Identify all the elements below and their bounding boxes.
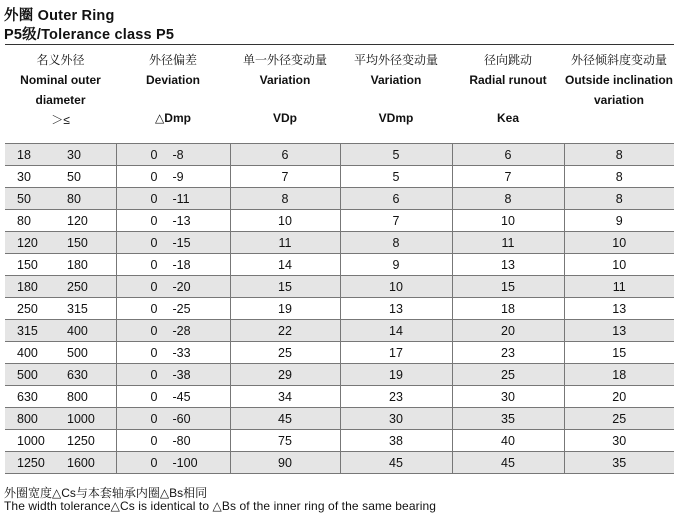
diameter-incl: 120 [67, 213, 88, 228]
inclination-cell: 35 [564, 452, 674, 474]
vdmp-cell: 13 [340, 298, 452, 320]
deviation-upper: 0 [150, 433, 158, 448]
deviation-upper: 0 [150, 235, 158, 250]
vdp-cell: 15 [230, 276, 340, 298]
vdmp-cell: 23 [340, 386, 452, 408]
deviation-upper: 0 [150, 213, 158, 228]
header-radial-runout-en: Radial runout [469, 73, 547, 87]
diameter-over: 1250 [17, 455, 45, 470]
table-row [5, 166, 674, 188]
diameter-over: 400 [17, 345, 38, 360]
deviation-lower: -38 [172, 367, 191, 382]
header-vdp-symbol: VDp [273, 111, 297, 125]
deviation-upper: 0 [150, 279, 158, 294]
inclination-cell: 8 [564, 144, 674, 166]
inclination-cell: 8 [564, 188, 674, 210]
inclination-cell: 11 [564, 276, 674, 298]
vdmp-cell: 8 [340, 232, 452, 254]
nominal-diameter-cell [5, 144, 116, 166]
nominal-diameter-cell [5, 452, 116, 474]
header-single-variation-cn: 单一外径变动量 [242, 53, 327, 67]
deviation-cell [116, 430, 230, 452]
title-outer-ring: 外圈 Outer Ring [4, 8, 115, 24]
deviation-upper: 0 [150, 147, 158, 162]
header-inclination-en1: Outside inclination [564, 73, 673, 87]
vdp-cell: 75 [230, 430, 340, 452]
vdmp-cell: 45 [340, 452, 452, 474]
vdp-cell: 19 [230, 298, 340, 320]
nominal-diameter-cell [5, 320, 116, 342]
header-radial-runout [452, 50, 564, 90]
deviation-upper: 0 [150, 191, 158, 206]
inclination-cell: 10 [564, 254, 674, 276]
deviation-cell [116, 408, 230, 430]
nominal-diameter-cell [5, 166, 116, 188]
kea-cell: 40 [452, 430, 564, 452]
deviation-lower: -15 [172, 235, 191, 250]
header-single-variation-en: Variation [259, 73, 311, 87]
table-row [5, 364, 674, 386]
deviation-cell [116, 298, 230, 320]
diameter-incl: 150 [67, 235, 88, 250]
kea-cell: 20 [452, 320, 564, 342]
deviation-lower: -13 [172, 213, 191, 228]
deviation-lower: -80 [172, 433, 191, 448]
deviation-upper: 0 [150, 257, 158, 272]
header-divider [5, 44, 674, 45]
vdp-cell: 34 [230, 386, 340, 408]
deviation-upper: 0 [150, 367, 158, 382]
deviation-lower: -100 [172, 455, 198, 470]
inclination-cell: 13 [564, 320, 674, 342]
nominal-diameter-cell [5, 298, 116, 320]
header-nominal-diameter [5, 50, 116, 130]
header-mean-variation-cn: 平均外径变动量 [353, 53, 438, 67]
diameter-incl: 180 [67, 257, 88, 272]
header-mean-variation [340, 50, 452, 90]
inclination-cell: 20 [564, 386, 674, 408]
vdp-cell: 8 [230, 188, 340, 210]
kea-cell: 35 [452, 408, 564, 430]
inclination-cell: 18 [564, 364, 674, 386]
diameter-over: 250 [17, 301, 38, 316]
vdmp-cell: 30 [340, 408, 452, 430]
table-row [5, 210, 674, 232]
kea-cell: 18 [452, 298, 564, 320]
diameter-over: 315 [17, 323, 38, 338]
diameter-incl: 250 [67, 279, 88, 294]
nominal-diameter-cell [5, 342, 116, 364]
tolerance-table-body [5, 144, 674, 474]
diameter-incl: 630 [67, 367, 88, 382]
table-row [5, 188, 674, 210]
deviation-cell [116, 276, 230, 298]
header-inclination-en2: variation [593, 93, 644, 107]
footnote-chinese: 外圈宽度△Cs与本套轴承内圈△Bs相同 [4, 486, 208, 500]
footnote-english: The width tolerance△Cs is identical to △Bs of the inner ring of the same bearing [4, 499, 437, 513]
diameter-incl: 1000 [67, 411, 95, 426]
header-deviation-symbol: △Dmp [155, 111, 191, 125]
diameter-incl: 500 [67, 345, 88, 360]
vdp-cell: 22 [230, 320, 340, 342]
table-row [5, 232, 674, 254]
deviation-upper: 0 [150, 301, 158, 316]
vdp-cell: 25 [230, 342, 340, 364]
inclination-cell: 10 [564, 232, 674, 254]
kea-cell: 45 [452, 452, 564, 474]
deviation-lower: -8 [172, 147, 184, 162]
kea-cell: 10 [452, 210, 564, 232]
nominal-diameter-cell [5, 408, 116, 430]
table-row [5, 320, 674, 342]
vdp-cell: 45 [230, 408, 340, 430]
vdmp-cell: 38 [340, 430, 452, 452]
table-row [5, 276, 674, 298]
diameter-incl: 30 [67, 147, 81, 162]
deviation-cell [116, 210, 230, 232]
diameter-over: 80 [17, 213, 31, 228]
deviation-lower: -9 [172, 169, 184, 184]
deviation-lower: -33 [172, 345, 191, 360]
vdp-cell: 10 [230, 210, 340, 232]
tolerance-table [5, 143, 674, 474]
deviation-upper: 0 [150, 323, 158, 338]
header-vdmp-symbol: VDmp [378, 111, 414, 125]
kea-cell: 7 [452, 166, 564, 188]
inclination-cell: 15 [564, 342, 674, 364]
kea-cell: 11 [452, 232, 564, 254]
table-row [5, 430, 674, 452]
deviation-cell [116, 254, 230, 276]
kea-cell: 25 [452, 364, 564, 386]
header-radial-runout-cn: 径向跳动 [483, 53, 532, 67]
table-row [5, 144, 674, 166]
deviation-cell [116, 320, 230, 342]
deviation-upper: 0 [150, 345, 158, 360]
diameter-incl: 1250 [67, 433, 95, 448]
vdmp-cell: 10 [340, 276, 452, 298]
kea-cell: 6 [452, 144, 564, 166]
deviation-lower: -45 [172, 389, 191, 404]
header-mean-variation-en: Variation [370, 73, 422, 87]
vdp-cell: 6 [230, 144, 340, 166]
diameter-incl: 80 [67, 191, 81, 206]
vdmp-cell: 6 [340, 188, 452, 210]
kea-cell: 13 [452, 254, 564, 276]
diameter-over: 50 [17, 191, 31, 206]
diameter-over: 30 [17, 169, 31, 184]
deviation-lower: -11 [172, 191, 190, 206]
deviation-cell [116, 452, 230, 474]
diameter-incl: 315 [67, 301, 88, 316]
nominal-diameter-cell [5, 364, 116, 386]
vdmp-cell: 5 [340, 166, 452, 188]
diameter-incl: 400 [67, 323, 88, 338]
vdp-cell: 90 [230, 452, 340, 474]
header-nominal-symbol: ＞≤ [51, 113, 70, 127]
table-row [5, 254, 674, 276]
vdp-cell: 11 [230, 232, 340, 254]
deviation-lower: -25 [172, 301, 191, 316]
diameter-over: 180 [17, 279, 38, 294]
deviation-cell [116, 144, 230, 166]
vdmp-cell: 5 [340, 144, 452, 166]
kea-cell: 15 [452, 276, 564, 298]
deviation-lower: -28 [172, 323, 191, 338]
diameter-incl: 800 [67, 389, 88, 404]
table-row [5, 386, 674, 408]
diameter-over: 120 [17, 235, 38, 250]
nominal-diameter-cell [5, 276, 116, 298]
nominal-diameter-cell [5, 232, 116, 254]
diameter-over: 500 [17, 367, 38, 382]
table-row [5, 342, 674, 364]
deviation-lower: -20 [172, 279, 191, 294]
header-inclination-cn: 外径倾斜度变动量 [570, 53, 667, 67]
diameter-over: 630 [17, 389, 38, 404]
deviation-upper: 0 [150, 389, 158, 404]
diameter-over: 18 [17, 147, 31, 162]
nominal-diameter-cell [5, 254, 116, 276]
vdmp-cell: 9 [340, 254, 452, 276]
header-nominal-en1: Nominal outer [20, 73, 101, 87]
header-nominal-cn: 名义外径 [36, 53, 85, 67]
nominal-diameter-cell [5, 188, 116, 210]
header-outside-inclination [562, 50, 676, 110]
deviation-cell [116, 364, 230, 386]
deviation-cell [116, 232, 230, 254]
table-row [5, 408, 674, 430]
table-row [5, 452, 674, 474]
header-kea-symbol: Kea [496, 111, 519, 125]
vdp-cell: 29 [230, 364, 340, 386]
inclination-cell: 25 [564, 408, 674, 430]
kea-cell: 30 [452, 386, 564, 408]
table-row [5, 298, 674, 320]
deviation-upper: 0 [150, 411, 158, 426]
kea-cell: 8 [452, 188, 564, 210]
header-single-variation [230, 50, 340, 90]
deviation-upper: 0 [150, 169, 158, 184]
vdp-cell: 7 [230, 166, 340, 188]
diameter-over: 800 [17, 411, 38, 426]
diameter-over: 1000 [17, 433, 45, 448]
title-tolerance-class: P5级/Tolerance class P5 [4, 27, 175, 43]
inclination-cell: 8 [564, 166, 674, 188]
deviation-cell [116, 166, 230, 188]
kea-cell: 23 [452, 342, 564, 364]
inclination-cell: 30 [564, 430, 674, 452]
diameter-incl: 1600 [67, 455, 95, 470]
header-deviation-cn: 外径偏差 [148, 53, 197, 67]
inclination-cell: 13 [564, 298, 674, 320]
vdp-cell: 14 [230, 254, 340, 276]
nominal-diameter-cell [5, 386, 116, 408]
diameter-incl: 50 [67, 169, 81, 184]
header-deviation [116, 50, 230, 90]
deviation-cell [116, 188, 230, 210]
diameter-over: 150 [17, 257, 38, 272]
deviation-cell [116, 386, 230, 408]
nominal-diameter-cell [5, 210, 116, 232]
vdmp-cell: 19 [340, 364, 452, 386]
inclination-cell: 9 [564, 210, 674, 232]
deviation-upper: 0 [150, 455, 158, 470]
vdmp-cell: 17 [340, 342, 452, 364]
vdmp-cell: 7 [340, 210, 452, 232]
header-deviation-en: Deviation [145, 73, 200, 87]
deviation-cell [116, 342, 230, 364]
vdmp-cell: 14 [340, 320, 452, 342]
nominal-diameter-cell [5, 430, 116, 452]
deviation-lower: -60 [172, 411, 191, 426]
deviation-lower: -18 [172, 257, 191, 272]
header-nominal-en2: diameter [35, 93, 86, 107]
